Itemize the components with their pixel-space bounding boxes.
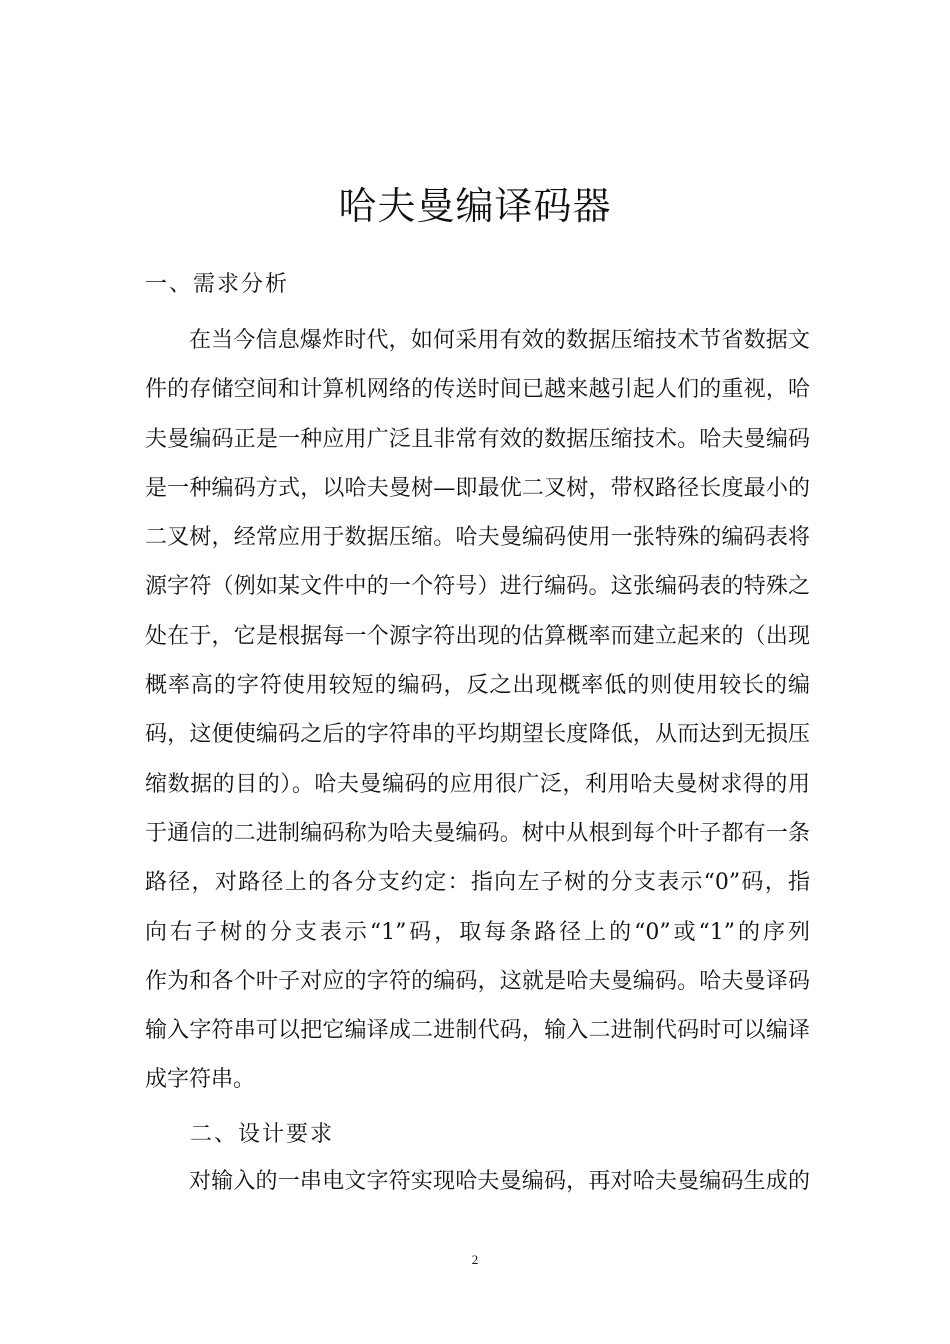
page-number: 2 (471, 1252, 479, 1267)
section-heading-requirements: 一、需求分析 (145, 272, 290, 297)
paragraph-line: 路径，对路径上的各分支约定：指向左子树的分支表示“0”码，指 (145, 870, 810, 896)
paragraph-line: 概率高的字符使用较短的编码，反之出现概率低的则使用较长的编 (145, 673, 810, 699)
paragraph-line: 码，这便使编码之后的字符串的平均期望长度降低，从而达到无损压 (145, 722, 810, 748)
paragraph-line: 输入字符串可以把它编译成二进制代码，输入二进制代码时可以编译 (145, 1018, 810, 1044)
paragraph-line: 是一种编码方式，以哈夫曼树—即最优二叉树，带权路径长度最小的 (145, 475, 810, 501)
paragraph-line: 缩数据的目的）。哈夫曼编码的应用很广泛，利用哈夫曼树求得的用 (145, 771, 810, 797)
paragraph-line: 于通信的二进制编码称为哈夫曼编码。树中从根到每个叶子都有一条 (145, 820, 810, 846)
paragraph-line: 夫曼编码正是一种应用广泛且非常有效的数据压缩技术。哈夫曼编码 (145, 426, 810, 452)
paragraph-line: 二叉树，经常应用于数据压缩。哈夫曼编码使用一张特殊的编码表将 (145, 525, 810, 551)
paragraph-line: 作为和各个叶子对应的字符的编码，这就是哈夫曼编码。哈夫曼译码 (145, 968, 810, 994)
paragraph-line: 件的存储空间和计算机网络的传送时间已越来越引起人们的重视，哈 (145, 377, 810, 403)
paragraph-line: 处在于，它是根据每一个源字符出现的估算概率而建立起来的（出现 (145, 623, 810, 649)
paragraph-line: 向右子树的分支表示“1”码，取每条路径上的“0”或“1”的序列 (145, 919, 810, 945)
paragraph-line: 在当今信息爆炸时代，如何采用有效的数据压缩技术节省数据文 (189, 328, 810, 353)
paragraph-requirements (145, 316, 810, 1105)
section-heading-design: 二、设计要求 (190, 1122, 335, 1147)
paragraph-line: 源字符（例如某文件中的一个符号）进行编码。这张编码表的特殊之 (145, 574, 810, 600)
paragraph-design (145, 1157, 810, 1206)
paragraph-line: 对输入的一串电文字符实现哈夫曼编码，再对哈夫曼编码生成的 (189, 1169, 810, 1194)
paragraph-line: 成字符串。 (145, 1067, 256, 1093)
document-title: 哈夫曼编译码器 (338, 184, 612, 228)
